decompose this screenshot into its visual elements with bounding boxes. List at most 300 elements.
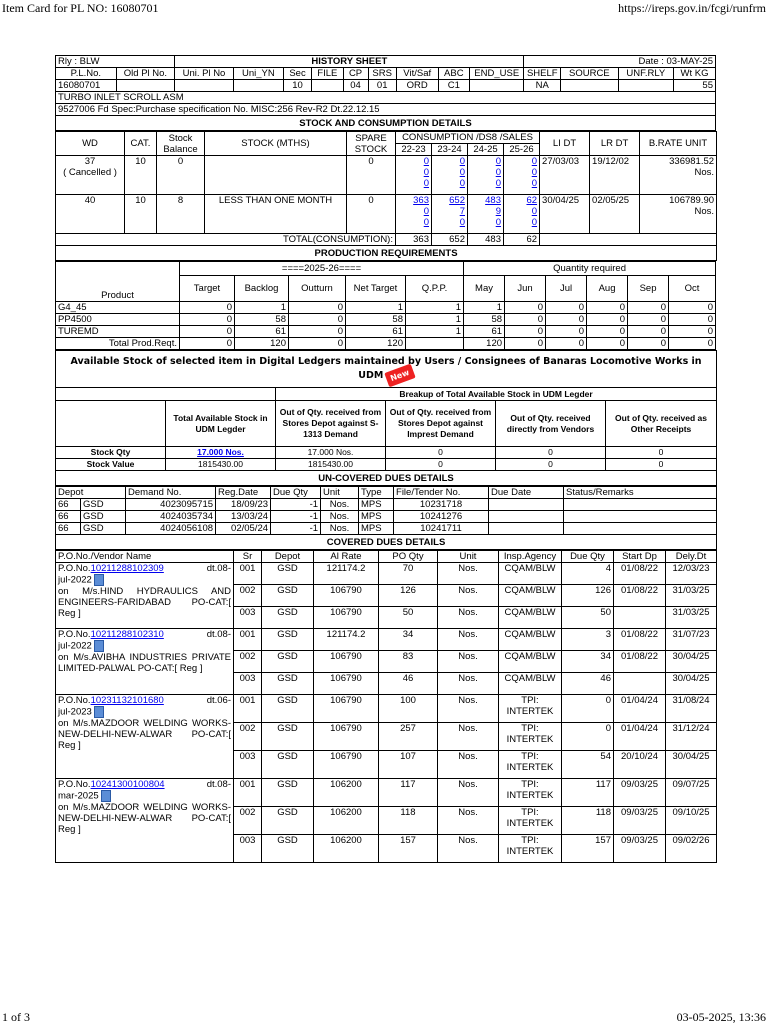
covered-value: 117 — [562, 779, 614, 807]
uncovered-row — [56, 499, 717, 511]
udm-value-cell — [606, 459, 717, 471]
covered-value: 001 — [234, 695, 262, 723]
udm-value: 0 — [548, 447, 553, 457]
po-prefix: P.O.No. — [58, 563, 91, 574]
consumption-link[interactable]: 0 — [495, 167, 501, 178]
lr-dt-header: LR DT — [590, 132, 640, 156]
cat-header: CAT. — [125, 132, 157, 156]
stock-table — [55, 131, 717, 261]
production-value: 0 — [669, 302, 716, 314]
covered-value: 0 — [562, 723, 614, 751]
production-value: 0 — [505, 326, 546, 338]
production-value: 120 — [235, 338, 289, 350]
consumption-link[interactable]: 0 — [531, 167, 538, 178]
udm-col-header: Out of Qty. received from Stores Depot against Imprest Demand — [386, 401, 496, 447]
covered-value: 3 — [562, 629, 614, 651]
covered-col-header: Sr — [234, 551, 262, 563]
stock-lr-date: 19/12/02 — [590, 156, 640, 195]
history-col-header: Uni. Pl No — [175, 68, 234, 80]
consumption-link[interactable]: 483 — [485, 195, 501, 206]
covered-value: Nos. — [438, 779, 499, 807]
consumption-link[interactable]: 0 — [531, 178, 538, 189]
production-value: 0 — [505, 302, 546, 314]
year-header: 23-24 — [432, 144, 468, 156]
covered-value: 50 — [562, 607, 614, 629]
history-col-header: SRS — [368, 68, 396, 80]
history-col-header: ABC — [438, 68, 469, 80]
wd-cell — [56, 195, 125, 234]
history-col-header: Wt KG — [674, 68, 716, 80]
consumption-link[interactable]: 0 — [423, 167, 429, 178]
covered-value: 83 — [379, 651, 438, 673]
uncovered-section-title: UN-COVERED DUES DETAILS — [56, 471, 717, 486]
production-value: 0 — [669, 338, 716, 350]
production-value: 120 — [464, 338, 505, 350]
covered-value: 001 — [234, 779, 262, 807]
production-value: 1 — [464, 302, 505, 314]
total-consumption: 363 — [396, 234, 432, 246]
item-description: TURBO INLET SCROLL ASM — [56, 92, 716, 104]
covered-value: Nos. — [438, 835, 499, 863]
covered-value: CQAM/BLW — [499, 563, 562, 585]
print-header — [0, 0, 768, 16]
covered-value: 106790 — [314, 607, 379, 629]
uncovered-value — [489, 499, 564, 511]
production-col-header: Outturn — [289, 276, 346, 302]
covered-col-header: Start Dp — [614, 551, 666, 563]
document-icon[interactable] — [94, 640, 104, 652]
uncovered-col-header: Reg.Date — [216, 487, 271, 499]
covered-value: 257 — [379, 723, 438, 751]
covered-value: 106200 — [314, 835, 379, 863]
consumption-link[interactable]: 0 — [459, 167, 465, 178]
production-col-header: Q.P.P. — [406, 276, 464, 302]
consumption-cell — [468, 156, 504, 195]
covered-value: Nos. — [438, 585, 499, 607]
vendor-name: on M/s.MAZDOOR WELDING WORKS-NEW-DELHI-NEW-ALWAR PO-CAT:[ Reg ] — [58, 718, 231, 751]
po-number-link[interactable]: 10231132101680 — [90, 695, 164, 706]
uncovered-value: MPS — [359, 511, 394, 523]
history-col-header: SOURCE — [561, 68, 619, 80]
vendor-name: on M/s.MAZDOOR WELDING WORKS-NEW-DELHI-NEW-ALWAR PO-CAT:[ Reg ] — [58, 802, 231, 835]
covered-value: 01/08/22 — [614, 629, 666, 651]
print-title: Item Card for PL NO: 16080701 — [2, 1, 159, 15]
po-vendor-cell — [56, 779, 234, 863]
history-col-value: 10 — [283, 80, 311, 92]
item-card-sheet — [55, 55, 716, 863]
covered-col-header: Insp.Agency — [499, 551, 562, 563]
stock-li-date: 27/03/03 — [540, 156, 590, 195]
production-value: 1 — [406, 326, 464, 338]
production-col-header: Jun — [505, 276, 546, 302]
uncovered-col-header: Type — [359, 487, 394, 499]
covered-value: 30/04/25 — [666, 751, 717, 779]
udm-value: 1815430.00 — [308, 459, 353, 469]
uncovered-value: GSD — [81, 499, 126, 511]
year-header: 25-26 — [504, 144, 540, 156]
consumption-link[interactable]: 0 — [495, 178, 501, 189]
production-value: 0 — [180, 338, 235, 350]
covered-value: 003 — [234, 835, 262, 863]
production-value: 58 — [464, 314, 505, 326]
spare-stock: 0 — [347, 195, 396, 234]
udm-value: 0 — [548, 459, 553, 469]
history-col-value — [175, 80, 234, 92]
vendor-name: on M/s.HIND HYDRAULICS AND ENGINEERS-FARIDABAD PO-CAT:[ Reg ] — [58, 586, 231, 619]
uncovered-table — [55, 486, 717, 550]
covered-value: 003 — [234, 751, 262, 779]
consumption-link[interactable]: 363 — [413, 195, 429, 206]
covered-value: 157 — [562, 835, 614, 863]
production-value: 0 — [628, 314, 669, 326]
covered-value: 121174.2 — [314, 563, 379, 585]
covered-value: 126 — [562, 585, 614, 607]
consumption-cell — [504, 156, 540, 195]
covered-value: 107 — [379, 751, 438, 779]
uncovered-row — [56, 511, 717, 523]
consumption-link[interactable]: 0 — [423, 217, 429, 228]
uncovered-value: 10241711 — [394, 523, 489, 535]
history-col-header: END_USE — [469, 68, 524, 80]
covered-value: 31/03/25 — [666, 607, 717, 629]
production-value: 0 — [669, 314, 716, 326]
consumption-link[interactable]: 7 — [459, 206, 465, 217]
covered-col-header: Dely.Dt — [666, 551, 717, 563]
document-icon[interactable] — [101, 790, 111, 802]
history-value-row — [56, 80, 716, 92]
vendor-name: on M/s.AVIBHA INDUSTRIES PRIVATE LIMITED-PALWAL PO-CAT:[ Reg ] — [58, 652, 231, 674]
covered-value: 01/04/24 — [614, 695, 666, 723]
covered-value: 30/04/25 — [666, 651, 717, 673]
spare-stock-header: SPARE STOCK — [347, 132, 396, 156]
consumption-link[interactable]: 0 — [423, 178, 429, 189]
year-header: 22-23 — [396, 144, 432, 156]
covered-value: Nos. — [438, 629, 499, 651]
covered-col-header: Unit — [438, 551, 499, 563]
covered-value: TPI: INTERTEK — [499, 807, 562, 835]
production-value: 1 — [406, 302, 464, 314]
qty-required-header: Quantity required — [464, 262, 716, 276]
uncovered-header-row — [56, 487, 717, 499]
udm-value-cell — [166, 459, 276, 471]
consumption-link[interactable]: 9 — [495, 206, 501, 217]
udm-value: 0 — [658, 459, 664, 469]
b-rate: 106789.90 — [669, 195, 715, 206]
po-date-cont: jul-2023 — [58, 706, 92, 718]
history-col-value — [561, 80, 619, 92]
production-value: 1 — [235, 302, 289, 314]
consumption-link[interactable]: 0 — [531, 156, 538, 167]
udm-value: 0 — [438, 447, 443, 457]
consumption-link[interactable]: 0 — [531, 206, 538, 217]
covered-value: TPI: INTERTEK — [499, 835, 562, 863]
po-date-cont: jul-2022 — [58, 640, 92, 652]
consumption-link[interactable]: 652 — [449, 195, 465, 206]
po-number-link[interactable]: 10211288102310 — [90, 629, 164, 640]
uncovered-value — [564, 523, 717, 535]
wd-value: 40 — [84, 195, 96, 206]
po-vendor-cell — [56, 563, 234, 629]
production-value: 0 — [587, 326, 628, 338]
po-date: dt.08- — [206, 563, 231, 574]
udm-col-header: Total Available Stock in UDM Legder — [166, 401, 276, 447]
covered-value: 31/03/25 — [666, 585, 717, 607]
history-col-header: CP — [343, 68, 368, 80]
uncovered-value: Nos. — [321, 523, 359, 535]
covered-header-row — [56, 551, 717, 563]
uncovered-value — [564, 511, 717, 523]
covered-value: 002 — [234, 651, 262, 673]
consumption-link[interactable]: 62 — [526, 195, 538, 206]
b-rate-cell — [640, 156, 717, 195]
udm-table — [55, 350, 717, 486]
production-value: 120 — [346, 338, 406, 350]
production-value: 61 — [346, 326, 406, 338]
history-col-value — [233, 80, 283, 92]
covered-col-header: Due Qty — [562, 551, 614, 563]
uncovered-col-header: Due Date — [489, 487, 564, 499]
history-col-header: Uni_YN — [233, 68, 283, 80]
document-icon[interactable] — [94, 706, 104, 718]
covered-value: 106790 — [314, 695, 379, 723]
covered-col-header: P.O.No./Vendor Name — [56, 551, 234, 563]
covered-value: GSD — [262, 751, 314, 779]
covered-value: 100 — [379, 695, 438, 723]
production-value: 0 — [628, 302, 669, 314]
covered-value: CQAM/BLW — [499, 607, 562, 629]
consumption-cell — [504, 195, 540, 234]
uncovered-value: 66 — [56, 523, 81, 535]
li-dt-header: LI DT — [540, 132, 590, 156]
wd-value: 37 — [84, 156, 96, 167]
covered-value: GSD — [262, 629, 314, 651]
udm-value: 0 — [438, 459, 443, 469]
covered-value: 4 — [562, 563, 614, 585]
uncovered-value — [564, 499, 717, 511]
uncovered-value: GSD — [81, 523, 126, 535]
uncovered-value: 4024035734 — [126, 511, 216, 523]
uncovered-value — [489, 511, 564, 523]
stock-cat: 10 — [125, 195, 157, 234]
total-consumption-label: TOTAL(CONSUMPTION): — [56, 234, 396, 246]
covered-value: 106790 — [314, 751, 379, 779]
print-footer — [0, 1010, 768, 1024]
covered-value: 0 — [562, 695, 614, 723]
stock-row — [56, 156, 717, 195]
covered-value: 01/08/22 — [614, 651, 666, 673]
consumption-link[interactable]: 0 — [423, 156, 429, 167]
production-value: 0 — [628, 338, 669, 350]
history-col-header: Sec — [283, 68, 311, 80]
uncovered-value: -1 — [271, 523, 321, 535]
covered-line-row — [56, 629, 717, 651]
covered-value: 46 — [562, 673, 614, 695]
udm-value-cell — [386, 447, 496, 459]
covered-value: CQAM/BLW — [499, 673, 562, 695]
production-value: 0 — [180, 302, 235, 314]
b-rate-header: B.RATE UNIT — [640, 132, 717, 156]
covered-value: 09/02/26 — [666, 835, 717, 863]
production-table — [55, 261, 716, 350]
history-header-row — [56, 68, 716, 80]
consumption-link[interactable]: 0 — [459, 217, 465, 228]
production-value: 1 — [346, 302, 406, 314]
po-date: dt.08- — [206, 779, 231, 790]
covered-value: Nos. — [438, 807, 499, 835]
po-number-link[interactable]: 10241300100804 — [90, 779, 165, 790]
uncovered-col-header: Status/Remarks — [564, 487, 717, 499]
uncovered-col-header: Due Qty — [271, 487, 321, 499]
production-col-header: Sep — [628, 276, 669, 302]
covered-section-title: COVERED DUES DETAILS — [56, 535, 717, 550]
covered-value: GSD — [262, 695, 314, 723]
po-prefix: P.O.No. — [58, 779, 91, 790]
print-url: https://ireps.gov.in/fcgi/runfrm — [618, 1, 766, 15]
production-value: 0 — [505, 338, 546, 350]
uncovered-value: 10241276 — [394, 511, 489, 523]
production-value: 0 — [669, 326, 716, 338]
covered-value: 002 — [234, 585, 262, 607]
consumption-cell — [432, 156, 468, 195]
udm-title — [56, 351, 717, 388]
wd-status: ( Cancelled ) — [63, 167, 117, 178]
covered-value — [614, 607, 666, 629]
product-name: G4_45 — [56, 302, 180, 314]
po-number-link[interactable]: 10211288102309 — [90, 563, 164, 574]
history-col-value — [116, 80, 175, 92]
udm-stock-qty-link[interactable]: 17.000 Nos. — [197, 447, 244, 457]
production-value: 0 — [587, 314, 628, 326]
consumption-link[interactable]: 0 — [531, 217, 538, 228]
production-total-row — [56, 338, 716, 350]
production-value: 0 — [289, 338, 346, 350]
page-number: 1 of 3 — [2, 1010, 30, 1024]
consumption-link[interactable]: 0 — [423, 206, 429, 217]
consumption-link[interactable]: 0 — [495, 217, 501, 228]
production-value: 0 — [587, 338, 628, 350]
covered-value — [614, 673, 666, 695]
covered-value: 31/08/24 — [666, 695, 717, 723]
covered-line-row — [56, 779, 717, 807]
history-col-header: P.L.No. — [56, 68, 117, 80]
production-value: 0 — [546, 326, 587, 338]
uncovered-value: 13/03/24 — [216, 511, 271, 523]
production-value: 58 — [235, 314, 289, 326]
consumption-cell — [396, 156, 432, 195]
covered-value: GSD — [262, 723, 314, 751]
year-header: 24-25 — [468, 144, 504, 156]
uncovered-row — [56, 523, 717, 535]
document-icon[interactable] — [94, 574, 104, 586]
production-value: 1 — [406, 314, 464, 326]
production-value: 0 — [546, 302, 587, 314]
covered-value: 31/12/24 — [666, 723, 717, 751]
year-banner: ====2025-26==== — [180, 262, 464, 276]
history-col-value: NA — [524, 80, 561, 92]
covered-value: GSD — [262, 673, 314, 695]
production-row — [56, 326, 716, 338]
uncovered-value: Nos. — [321, 511, 359, 523]
udm-value-cell — [606, 447, 717, 459]
production-value: 0 — [505, 314, 546, 326]
covered-table — [55, 550, 717, 863]
production-value: 0 — [587, 302, 628, 314]
production-col-header: May — [464, 276, 505, 302]
production-col-header: Aug — [587, 276, 628, 302]
covered-value: 118 — [562, 807, 614, 835]
uncovered-col-header: Unit — [321, 487, 359, 499]
item-spec: 9527006 Fd Spec:Purchase specification No. MISC:256 Rev-R2 Dt.22.12.15 — [56, 104, 716, 116]
covered-value: 01/08/22 — [614, 563, 666, 585]
covered-value: 003 — [234, 607, 262, 629]
covered-value: 002 — [234, 807, 262, 835]
consumption-link[interactable]: 0 — [459, 156, 465, 167]
production-col-header: Target — [180, 276, 235, 302]
production-section-title: PRODUCTION REQUIREMENTS — [56, 246, 717, 261]
uncovered-value: GSD — [81, 511, 126, 523]
covered-col-header: Al Rate — [314, 551, 379, 563]
b-rate-unit: Nos. — [694, 206, 715, 217]
uncovered-value: 66 — [56, 499, 81, 511]
b-rate-cell — [640, 195, 717, 234]
consumption-header: CONSUMPTION /DS8 /SALES — [396, 132, 540, 144]
po-date-cont: mar-2025 — [58, 790, 99, 802]
stock-li-date: 30/04/25 — [540, 195, 590, 234]
covered-value: CQAM/BLW — [499, 651, 562, 673]
stock-section-title: STOCK AND CONSUMPTION DETAILS — [56, 116, 716, 131]
covered-value: 126 — [379, 585, 438, 607]
covered-value: 46 — [379, 673, 438, 695]
covered-value: 30/04/25 — [666, 673, 717, 695]
consumption-cell — [396, 195, 432, 234]
covered-value: 118 — [379, 807, 438, 835]
history-col-header: UNF.RLY — [618, 68, 673, 80]
uncovered-value — [489, 523, 564, 535]
consumption-link[interactable]: 0 — [459, 178, 465, 189]
po-prefix: P.O.No. — [58, 695, 91, 706]
covered-value: 01/04/24 — [614, 723, 666, 751]
covered-value: 117 — [379, 779, 438, 807]
production-value: 0 — [546, 314, 587, 326]
uncovered-col-header: File/Tender No. — [394, 487, 489, 499]
stock-balance-header: Stock Balance — [157, 132, 205, 156]
uncovered-value: 10231718 — [394, 499, 489, 511]
covered-value: 09/03/25 — [614, 779, 666, 807]
history-col-value: ORD — [396, 80, 438, 92]
covered-value: 34 — [379, 629, 438, 651]
uncovered-value: 66 — [56, 511, 81, 523]
covered-value: 34 — [562, 651, 614, 673]
stock-mths: LESS THAN ONE MONTH — [205, 195, 347, 234]
udm-value-cell — [276, 447, 386, 459]
history-col-value — [469, 80, 524, 92]
production-row — [56, 302, 716, 314]
consumption-link[interactable]: 0 — [495, 156, 501, 167]
total-consumption: 62 — [504, 234, 540, 246]
stock-mths — [205, 156, 347, 195]
covered-value: TPI: INTERTEK — [499, 751, 562, 779]
udm-value-cell — [276, 459, 386, 471]
udm-col-header: Out of Qty. received as Other Receipts — [606, 401, 717, 447]
udm-col-header: Out of Qty. received from Stores Depot against S-1313 Demand — [276, 401, 386, 447]
udm-title-text: Available Stock of selected item in Digital Ledgers maintained by Users / Consignees of Banaras Locomotive Works in UDM — [70, 356, 702, 381]
history-col-value — [618, 80, 673, 92]
covered-value: 09/10/25 — [666, 807, 717, 835]
history-col-header: Vit/Saf — [396, 68, 438, 80]
covered-value: 20/10/24 — [614, 751, 666, 779]
stock-cat: 10 — [125, 156, 157, 195]
covered-value: 09/07/25 — [666, 779, 717, 807]
